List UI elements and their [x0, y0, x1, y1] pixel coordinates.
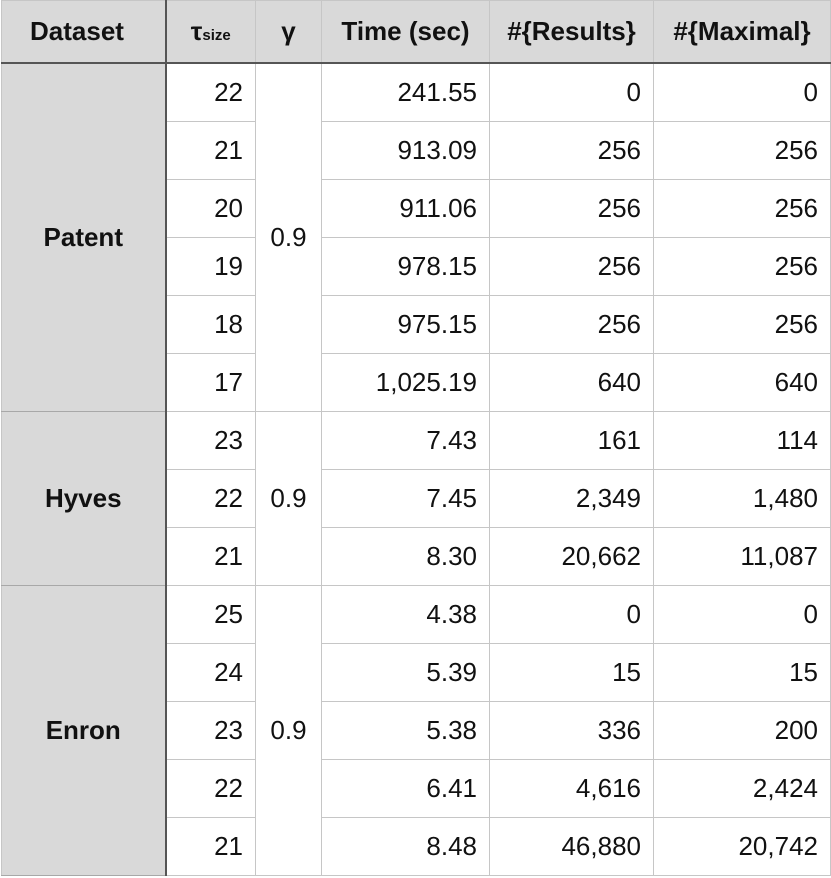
- tau-cell: 25: [166, 586, 256, 644]
- gamma-cell: 0.9: [256, 63, 322, 412]
- results-cell: 20,662: [490, 528, 654, 586]
- tau-cell: 21: [166, 122, 256, 180]
- table-body: [2, 63, 831, 876]
- maximal-cell: 256: [654, 180, 831, 238]
- results-cell: 256: [490, 122, 654, 180]
- time-cell: 7.43: [322, 412, 490, 470]
- tau-cell: 22: [166, 470, 256, 528]
- tau-cell: 23: [166, 412, 256, 470]
- results-cell: 640: [490, 354, 654, 412]
- header-results: #{Results}: [490, 1, 654, 64]
- time-cell: 6.41: [322, 760, 490, 818]
- table-row: [2, 412, 831, 470]
- results-cell: 2,349: [490, 470, 654, 528]
- header-dataset: Dataset: [2, 1, 166, 64]
- time-cell: 975.15: [322, 296, 490, 354]
- tau-cell: 18: [166, 296, 256, 354]
- tau-cell: 23: [166, 702, 256, 760]
- maximal-cell: 2,424: [654, 760, 831, 818]
- table-row: [2, 586, 831, 644]
- header-tau-symbol: τ: [190, 16, 203, 46]
- time-cell: 8.30: [322, 528, 490, 586]
- maximal-cell: 200: [654, 702, 831, 760]
- tau-cell: 24: [166, 644, 256, 702]
- maximal-cell: 11,087: [654, 528, 831, 586]
- maximal-cell: 0: [654, 586, 831, 644]
- results-cell: 336: [490, 702, 654, 760]
- tau-cell: 17: [166, 354, 256, 412]
- maximal-cell: 15: [654, 644, 831, 702]
- maximal-cell: 1,480: [654, 470, 831, 528]
- tau-cell: 21: [166, 528, 256, 586]
- gamma-cell: 0.9: [256, 412, 322, 586]
- time-cell: 5.38: [322, 702, 490, 760]
- results-cell: 256: [490, 238, 654, 296]
- results-cell: 0: [490, 586, 654, 644]
- results-cell: 161: [490, 412, 654, 470]
- time-cell: 4.38: [322, 586, 490, 644]
- dataset-cell: Hyves: [2, 412, 166, 586]
- time-cell: 241.55: [322, 63, 490, 122]
- results-table: [1, 0, 831, 876]
- tau-cell: 20: [166, 180, 256, 238]
- dataset-cell: Enron: [2, 586, 166, 876]
- time-cell: 7.45: [322, 470, 490, 528]
- header-maximal: #{Maximal}: [654, 1, 831, 64]
- header-gamma: γ: [256, 1, 322, 64]
- time-cell: 978.15: [322, 238, 490, 296]
- time-cell: 913.09: [322, 122, 490, 180]
- results-cell: 4,616: [490, 760, 654, 818]
- tau-cell: 19: [166, 238, 256, 296]
- header-tau-size: [166, 1, 256, 64]
- maximal-cell: 256: [654, 122, 831, 180]
- time-cell: 8.48: [322, 818, 490, 876]
- results-cell: 256: [490, 180, 654, 238]
- maximal-cell: 256: [654, 238, 831, 296]
- table-header: [2, 1, 831, 64]
- header-row: [2, 1, 831, 64]
- tau-cell: 22: [166, 760, 256, 818]
- maximal-cell: 114: [654, 412, 831, 470]
- header-time: Time (sec): [322, 1, 490, 64]
- tau-cell: 21: [166, 818, 256, 876]
- gamma-cell: 0.9: [256, 586, 322, 876]
- results-cell: 46,880: [490, 818, 654, 876]
- time-cell: 1,025.19: [322, 354, 490, 412]
- results-cell: 15: [490, 644, 654, 702]
- table-row: [2, 63, 831, 122]
- dataset-cell: Patent: [2, 63, 166, 412]
- time-cell: 5.39: [322, 644, 490, 702]
- time-cell: 911.06: [322, 180, 490, 238]
- maximal-cell: 0: [654, 63, 831, 122]
- tau-cell: 22: [166, 63, 256, 122]
- results-cell: 0: [490, 63, 654, 122]
- results-cell: 256: [490, 296, 654, 354]
- maximal-cell: 640: [654, 354, 831, 412]
- maximal-cell: 20,742: [654, 818, 831, 876]
- maximal-cell: 256: [654, 296, 831, 354]
- header-tau-subscript: size: [202, 27, 231, 44]
